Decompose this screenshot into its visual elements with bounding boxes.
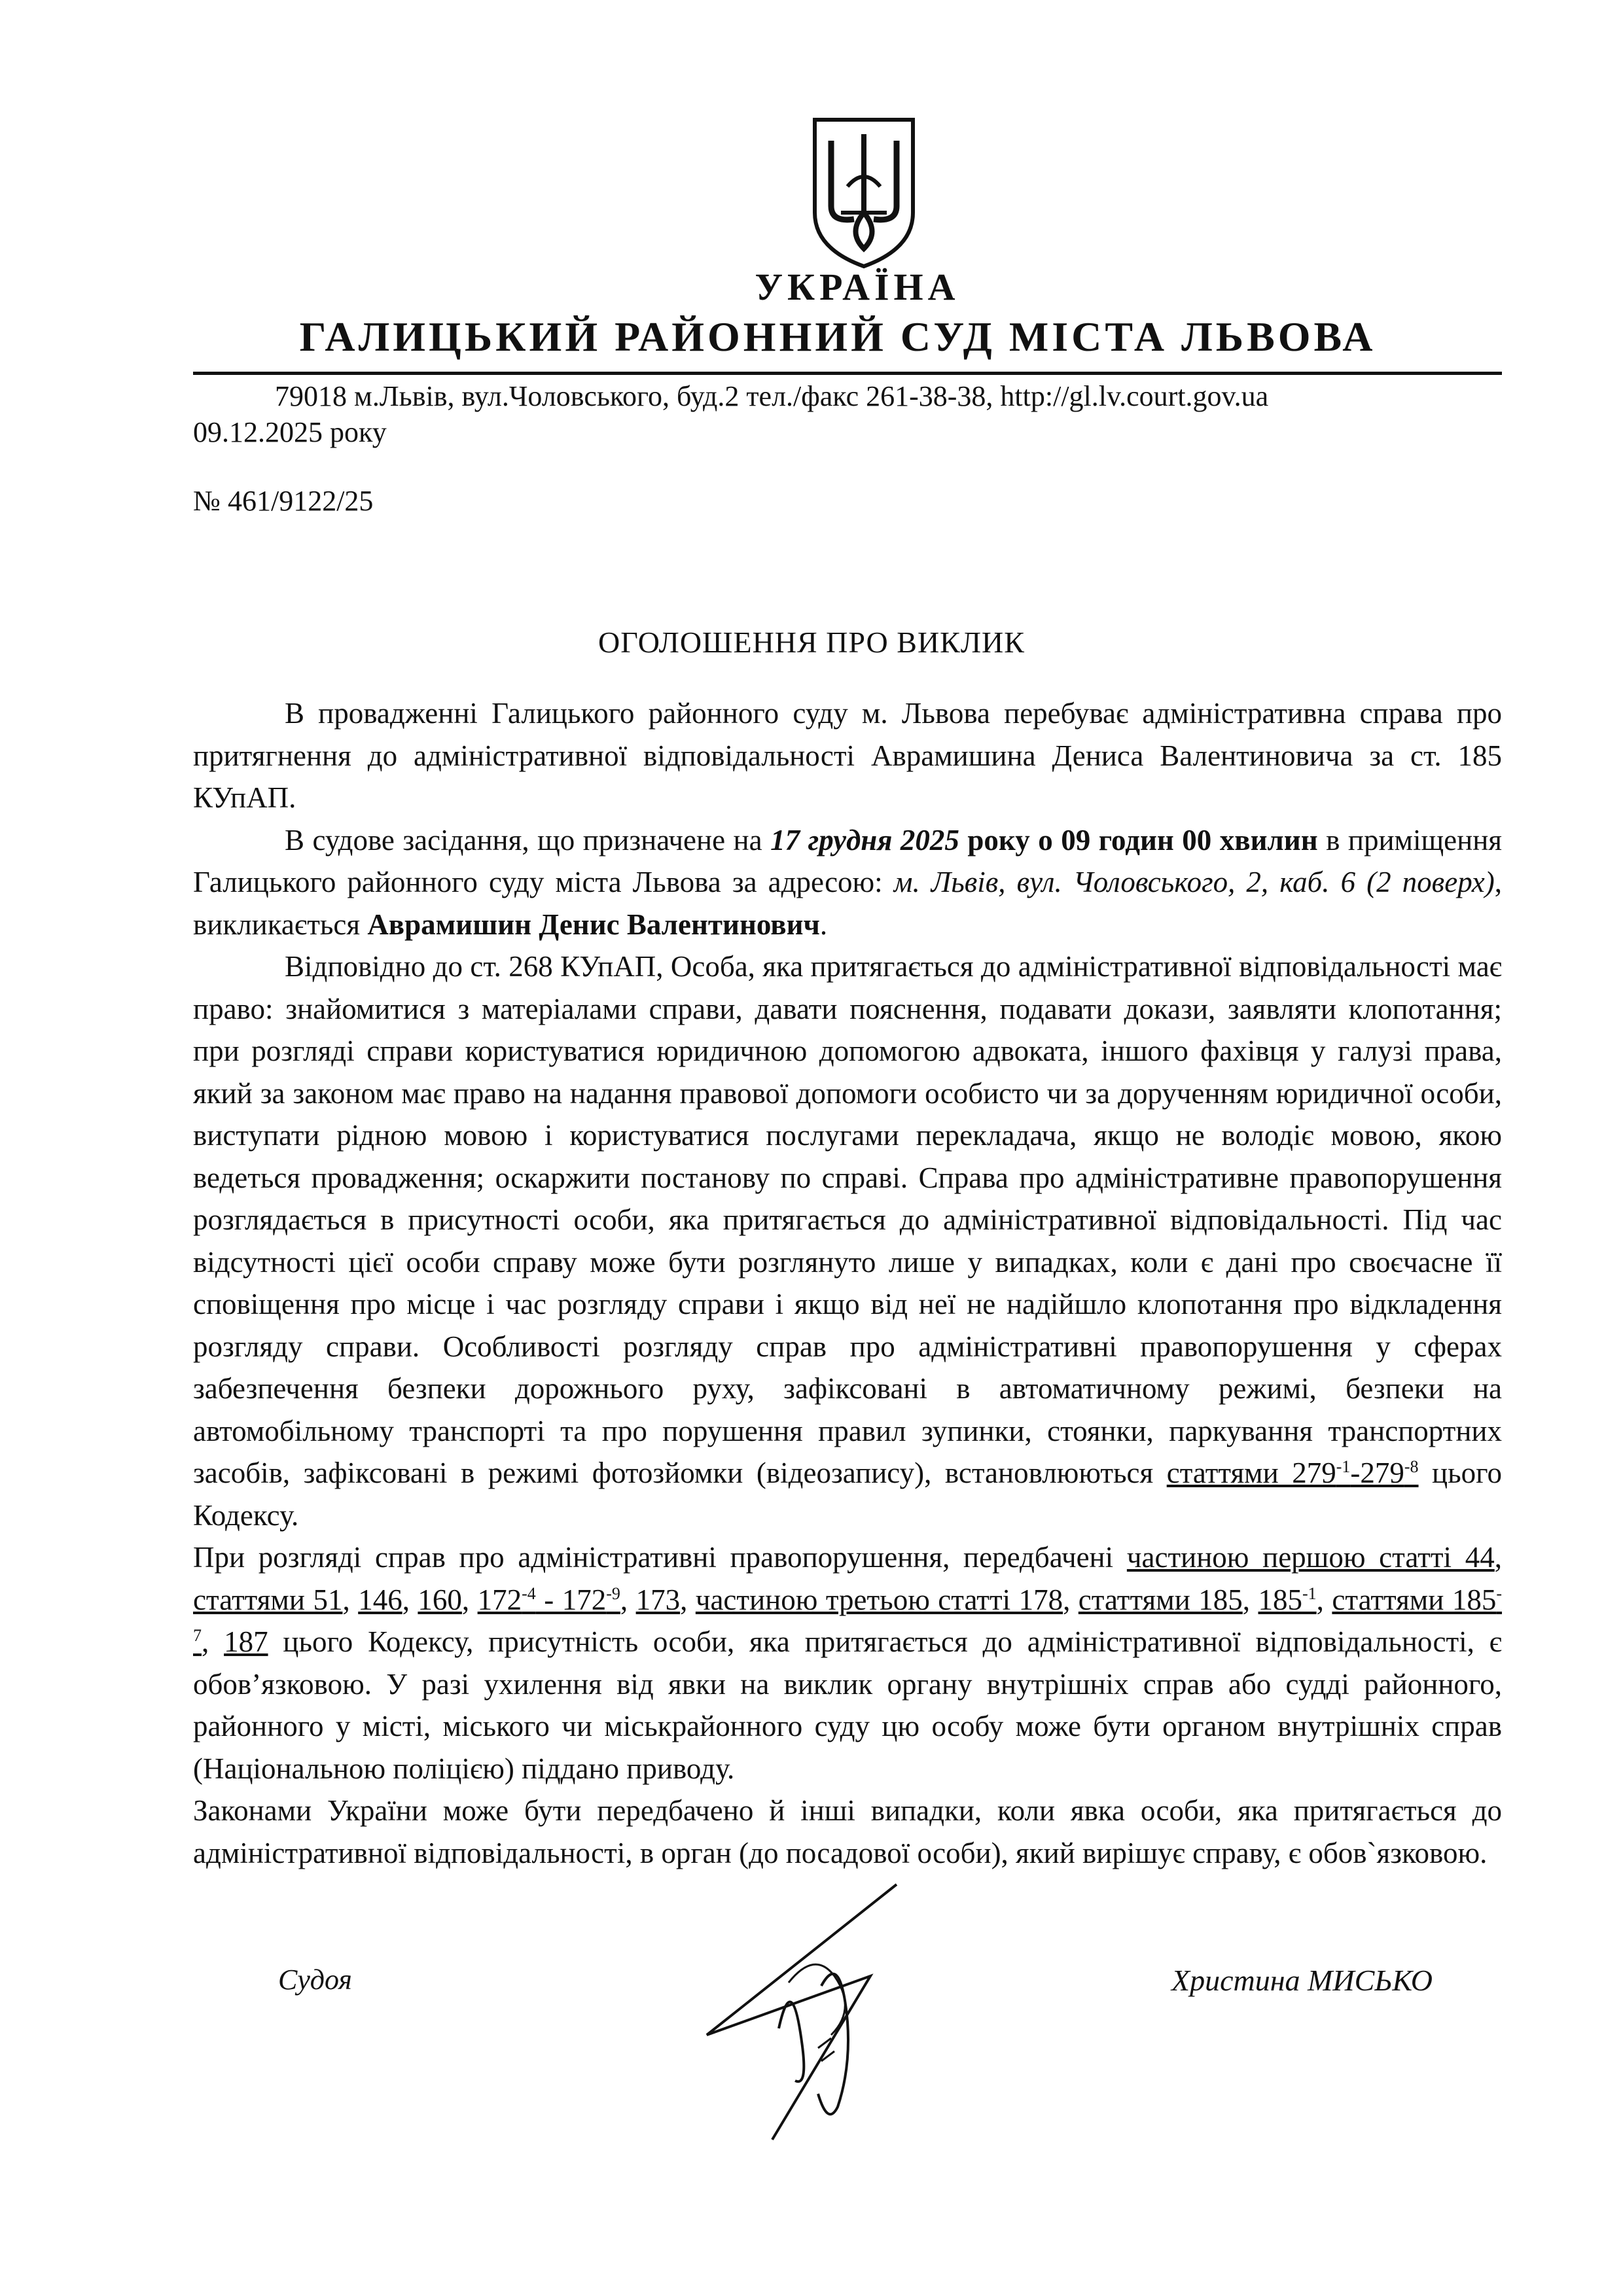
law-link-160[interactable]: 160 bbox=[418, 1583, 462, 1616]
rights-end: цього Кодексу. bbox=[193, 1457, 1502, 1532]
paragraph-rights bbox=[193, 945, 1502, 1536]
law-link-185-7[interactable]: статтями $185^{-7}$ bbox=[193, 1583, 1503, 1645]
header-divider bbox=[193, 372, 1502, 375]
rights-text: Відповідно до ст. 268 КУпАП, Особа, яка притягається до адміністративної відповідальності має право: знайомитися з матеріалами справи, давати пояснення, подавати докази, заявляти клопотання; при розгляді справи користуватися юридичною допомогою адвоката, іншого фахівця у галузі права, який за законом має право на надання правової допомоги особисто чи за дорученням юридичної особи, виступати рідною мовою і користуватися послугами перекладача, якщо не володіє мовою, якою ведеться провадження; оскаржити постанову по справі. Справа про адміністративне правопорушення розглядається в присутності особи, яка притягається до адміністративної відповідальності. Під час відсутності цієї особи справу може бути розглянуто лише у випадках, коли є дані про своєчасне її сповіщення про місце і час розгляду справи і якщо від неї не надійшло клопотання про відкладення розгляду справи. Особливості розгляду справ про адміністративні правопорушення у сферах забезпечення безпеки дорожнього руху, зафіксовані в автоматичному режимі, безпеки на автомобільному транспорті та про порушення правил зупинки, стоянки, паркування транспортних засобів, зафіксовані в режимі фотозйомки (відеозапису), встановлюються bbox=[193, 950, 1502, 1489]
trident-emblem-icon bbox=[808, 115, 919, 272]
document-date: 09.12.2025 року bbox=[193, 416, 387, 448]
notice-body bbox=[193, 692, 1502, 1874]
law-link-279[interactable]: статтями $279^{-1}-279^{-8}$ bbox=[1166, 1457, 1419, 1489]
law-link-44[interactable]: частиною першою статті 44 bbox=[1126, 1541, 1495, 1574]
handwritten-signature bbox=[681, 1871, 955, 2146]
law-link-146[interactable]: 146 bbox=[358, 1583, 402, 1616]
hearing-date: 17 грудня 2025 bbox=[770, 823, 959, 857]
presence-intro: При розгляді справ про адміністративні правопорушення, передбачені bbox=[193, 1541, 1127, 1574]
law-link-185[interactable]: статтями 185 bbox=[1078, 1583, 1243, 1616]
hearing-address-intro: в приміщення Галицького районного суду міста Львова за адресою: bbox=[193, 823, 1502, 898]
document-title: ОГОЛОШЕННЯ ПРО ВИКЛИК bbox=[598, 626, 1025, 659]
presence-text: цього Кодексу, присутність особи, яка притягається до адміністративної відповідальності, є обов’язковою. У разі ухилення від явки на виклик органу внутрішніх справ або судді районного, районного у місті, міського чи міськрайонного суду цю особу може бути органом внутрішніх справ (Національною поліцією) піддано приводу. bbox=[193, 1625, 1502, 1785]
summoned-person: Аврамишин Денис Валентинович bbox=[367, 908, 820, 941]
signature-role: Судоя bbox=[278, 1964, 352, 1996]
hearing-intro: В судове засідання, що призначене на bbox=[285, 823, 771, 857]
paragraph-other-cases: Законами України може бути передбачено й інші випадки, коли явка особи, яка притягається до адміністративної відповідальності, в орган (до посадової особи), який вирішує справу, є обов`язковою. bbox=[193, 1794, 1502, 1869]
law-link-185-1[interactable]: $185^{-1}$ bbox=[1258, 1583, 1317, 1616]
paragraph-presence: При розгляді справ про адміністративні правопорушення, передбачені частиною першою статті 44, статтями 51, 146, 160, $172^{-4} - 172^{-9}$, 173, частиною третьою статті 178, статтями 185, $185^{-1}$, статтями $185^{-7}$, 187 цього Кодексу, присутність особи, яка притягається до адміністративної відповідальності, є обов’язковою. У разі ухилення від явки на виклик органу внутрішніх справ або судді районного, районного у місті, міського чи міськрайонного суду цю особу може бути органом внутрішніх справ (Національною поліцією) піддано приводу. bbox=[193, 1541, 1503, 1785]
law-link-173[interactable]: 173 bbox=[635, 1583, 681, 1616]
paragraph-end: . bbox=[819, 908, 828, 941]
law-link-187[interactable]: 187 bbox=[224, 1625, 268, 1658]
law-link-178[interactable]: частиною третьою статті 178 bbox=[695, 1583, 1063, 1616]
hearing-place: м. Львів, вул. Чоловського, 2, каб. 6 (2 поверх) bbox=[893, 866, 1495, 898]
judge-name: Христина МИСЬКО bbox=[1171, 1964, 1433, 1997]
summons-text: , викликається bbox=[193, 866, 1502, 941]
hearing-year-at: року о bbox=[959, 823, 1061, 857]
court-address: 79018 м.Львів, вул.Чоловського, буд.2 тел./факс 261-38-38, http://gl.lv.court.gov.ua bbox=[275, 380, 1269, 412]
hearing-time: 09 годин 00 хвилин bbox=[1061, 823, 1318, 857]
court-name: ГАЛИЦЬКИЙ РАЙОННИЙ СУД МІСТА ЛЬВОВА bbox=[299, 313, 1376, 360]
paragraph-case: В провадженні Галицького районного суду м. Львова перебуває адміністративна справа про притягнення до адміністративної відповідальності Аврамишина Дениса Валентиновича за ст. 185 КУпАП. bbox=[193, 697, 1502, 814]
law-link-51[interactable]: статтями 51 bbox=[193, 1583, 343, 1616]
country-name: УКРАЇНА bbox=[755, 266, 960, 308]
case-number: № 461/9122/25 bbox=[193, 485, 374, 517]
paragraph-hearing bbox=[193, 819, 1502, 946]
law-link-172[interactable]: $172^{-4} - 172^{-9}$ bbox=[477, 1583, 620, 1616]
